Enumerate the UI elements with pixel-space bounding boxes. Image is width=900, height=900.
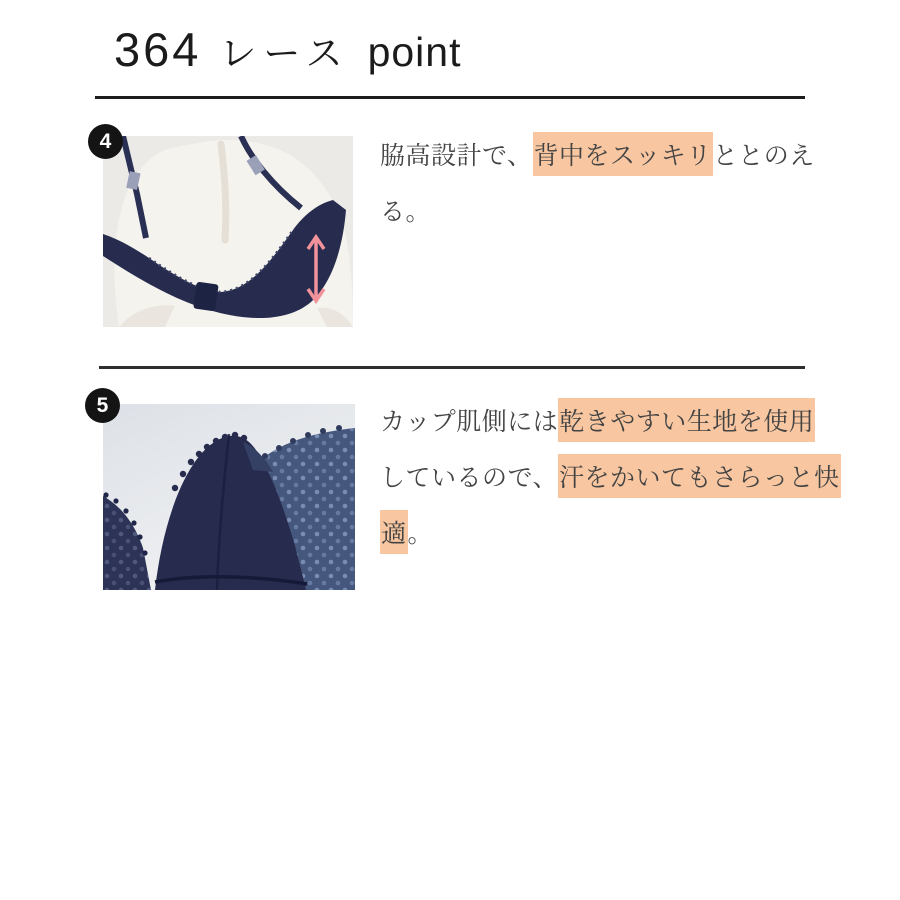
cup-inner-photo <box>103 404 355 590</box>
bra-back-photo <box>103 136 353 327</box>
highlighted-text: 背中をスッキリ <box>533 132 713 176</box>
text-line <box>380 392 841 448</box>
highlighted-text: 乾きやすい生地を使用 <box>558 398 815 442</box>
cup-inner-illustration <box>103 404 355 590</box>
text-line <box>380 126 815 182</box>
title-japanese: レース <box>219 33 350 74</box>
badge-number: 5 <box>96 393 109 417</box>
text-segment: ととのえ <box>712 142 815 170</box>
text-segment: 脇高設計で、 <box>380 142 533 170</box>
text-segment: る。 <box>380 198 432 226</box>
highlighted-text: 汗をかいてもさらっと快 <box>558 454 841 498</box>
text-segment: 。 <box>407 520 434 548</box>
bra-back-illustration <box>103 136 353 327</box>
text-line <box>380 504 841 560</box>
text-line <box>380 448 841 504</box>
title-underline <box>95 96 805 99</box>
title-english: point <box>367 29 462 75</box>
highlighted-text: 適 <box>380 510 408 554</box>
product-number: 364 <box>114 23 202 76</box>
item-number-badge <box>85 388 120 423</box>
text-segment: カップ肌側には <box>380 408 559 436</box>
text-segment: しているので、 <box>380 464 559 492</box>
feature-4-description <box>380 126 815 238</box>
page-title <box>114 22 462 77</box>
text-line <box>380 182 815 238</box>
item-number-badge <box>88 124 123 159</box>
badge-number: 4 <box>99 129 112 153</box>
section-divider <box>99 366 805 369</box>
feature-5-description <box>380 392 841 560</box>
